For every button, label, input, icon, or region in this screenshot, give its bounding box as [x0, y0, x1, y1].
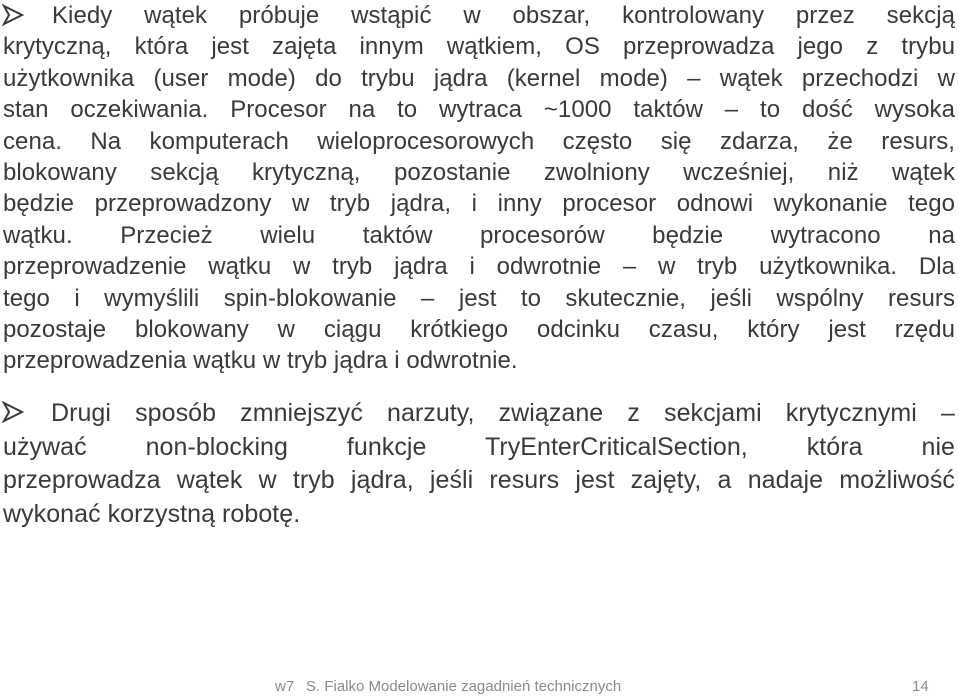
bullet-1-line-7: będzie przeprowadzony w tryb jądra, i inny procesor odnowi wykonanie tego: [3, 190, 955, 218]
bullet-1-line-5: cena. Na komputerach wieloprocesorowych często się zdarza, że resurs,: [3, 127, 955, 155]
bullet-1-line-4: stan oczekiwania. Procesor na to wytraca ~1000 taktów – to dość wysoka: [3, 96, 955, 124]
bullet-point-2: [0, 397, 959, 531]
bullet-2-line-3: przeprowadza wątek w tryb jądra, jeśli resurs jest zajęty, a nadaje możliwość: [3, 466, 955, 494]
footer-author: S. Fialko Modelowanie zagadnień technicznych: [306, 678, 622, 695]
bullet-1-line-11: pozostaje blokowany w ciągu krótkiego odcinku czasu, który jest rzędu: [3, 315, 955, 343]
footer-week: w7: [275, 678, 295, 695]
bullet-1-line-12: przeprowadzenia wątku w tryb jądra i odwrotnie.: [3, 347, 518, 375]
bullet-1-line-10: tego i wymyślili spin-blokowanie – jest to skutecznie, jeśli wspólny resurs: [3, 284, 955, 312]
slide-footer: [0, 676, 959, 698]
bullet-1-line-9: przeprowadzenie wątku w tryb jądra i odwrotnie – w tryb użytkownika. Dla: [3, 253, 955, 281]
bullet-1-line-6: blokowany sekcją krytyczną, pozostanie zwolniony wcześniej, niż wątek: [3, 158, 955, 186]
bullet-1-line-3: użytkownika (user mode) do trybu jądra (kernel mode) – wątek przechodzi w: [3, 64, 955, 92]
bullet-2-line-1: Drugi sposób zmniejszyć narzuty, związane z sekcjami krytycznymi –: [51, 399, 955, 427]
bullet-2-line-2: używać non-blocking funkcje TryEnterCriticalSection, która nie: [3, 432, 955, 461]
bullet-1-line-1: Kiedy wątek próbuje wstąpić w obszar, kontrolowany przez sekcją: [52, 2, 955, 29]
bullet-2-line-4: wykonać korzystną robotę.: [3, 499, 301, 528]
bullet-1-line-2: krytyczną, która jest zajęta innym wątkiem, OS przeprowadza jego z trybu: [3, 33, 955, 61]
bullet-1-line-8: wątku. Przecież wielu taktów procesorów będzie wytracono na: [3, 221, 955, 249]
footer-page-number: 14: [912, 678, 929, 695]
